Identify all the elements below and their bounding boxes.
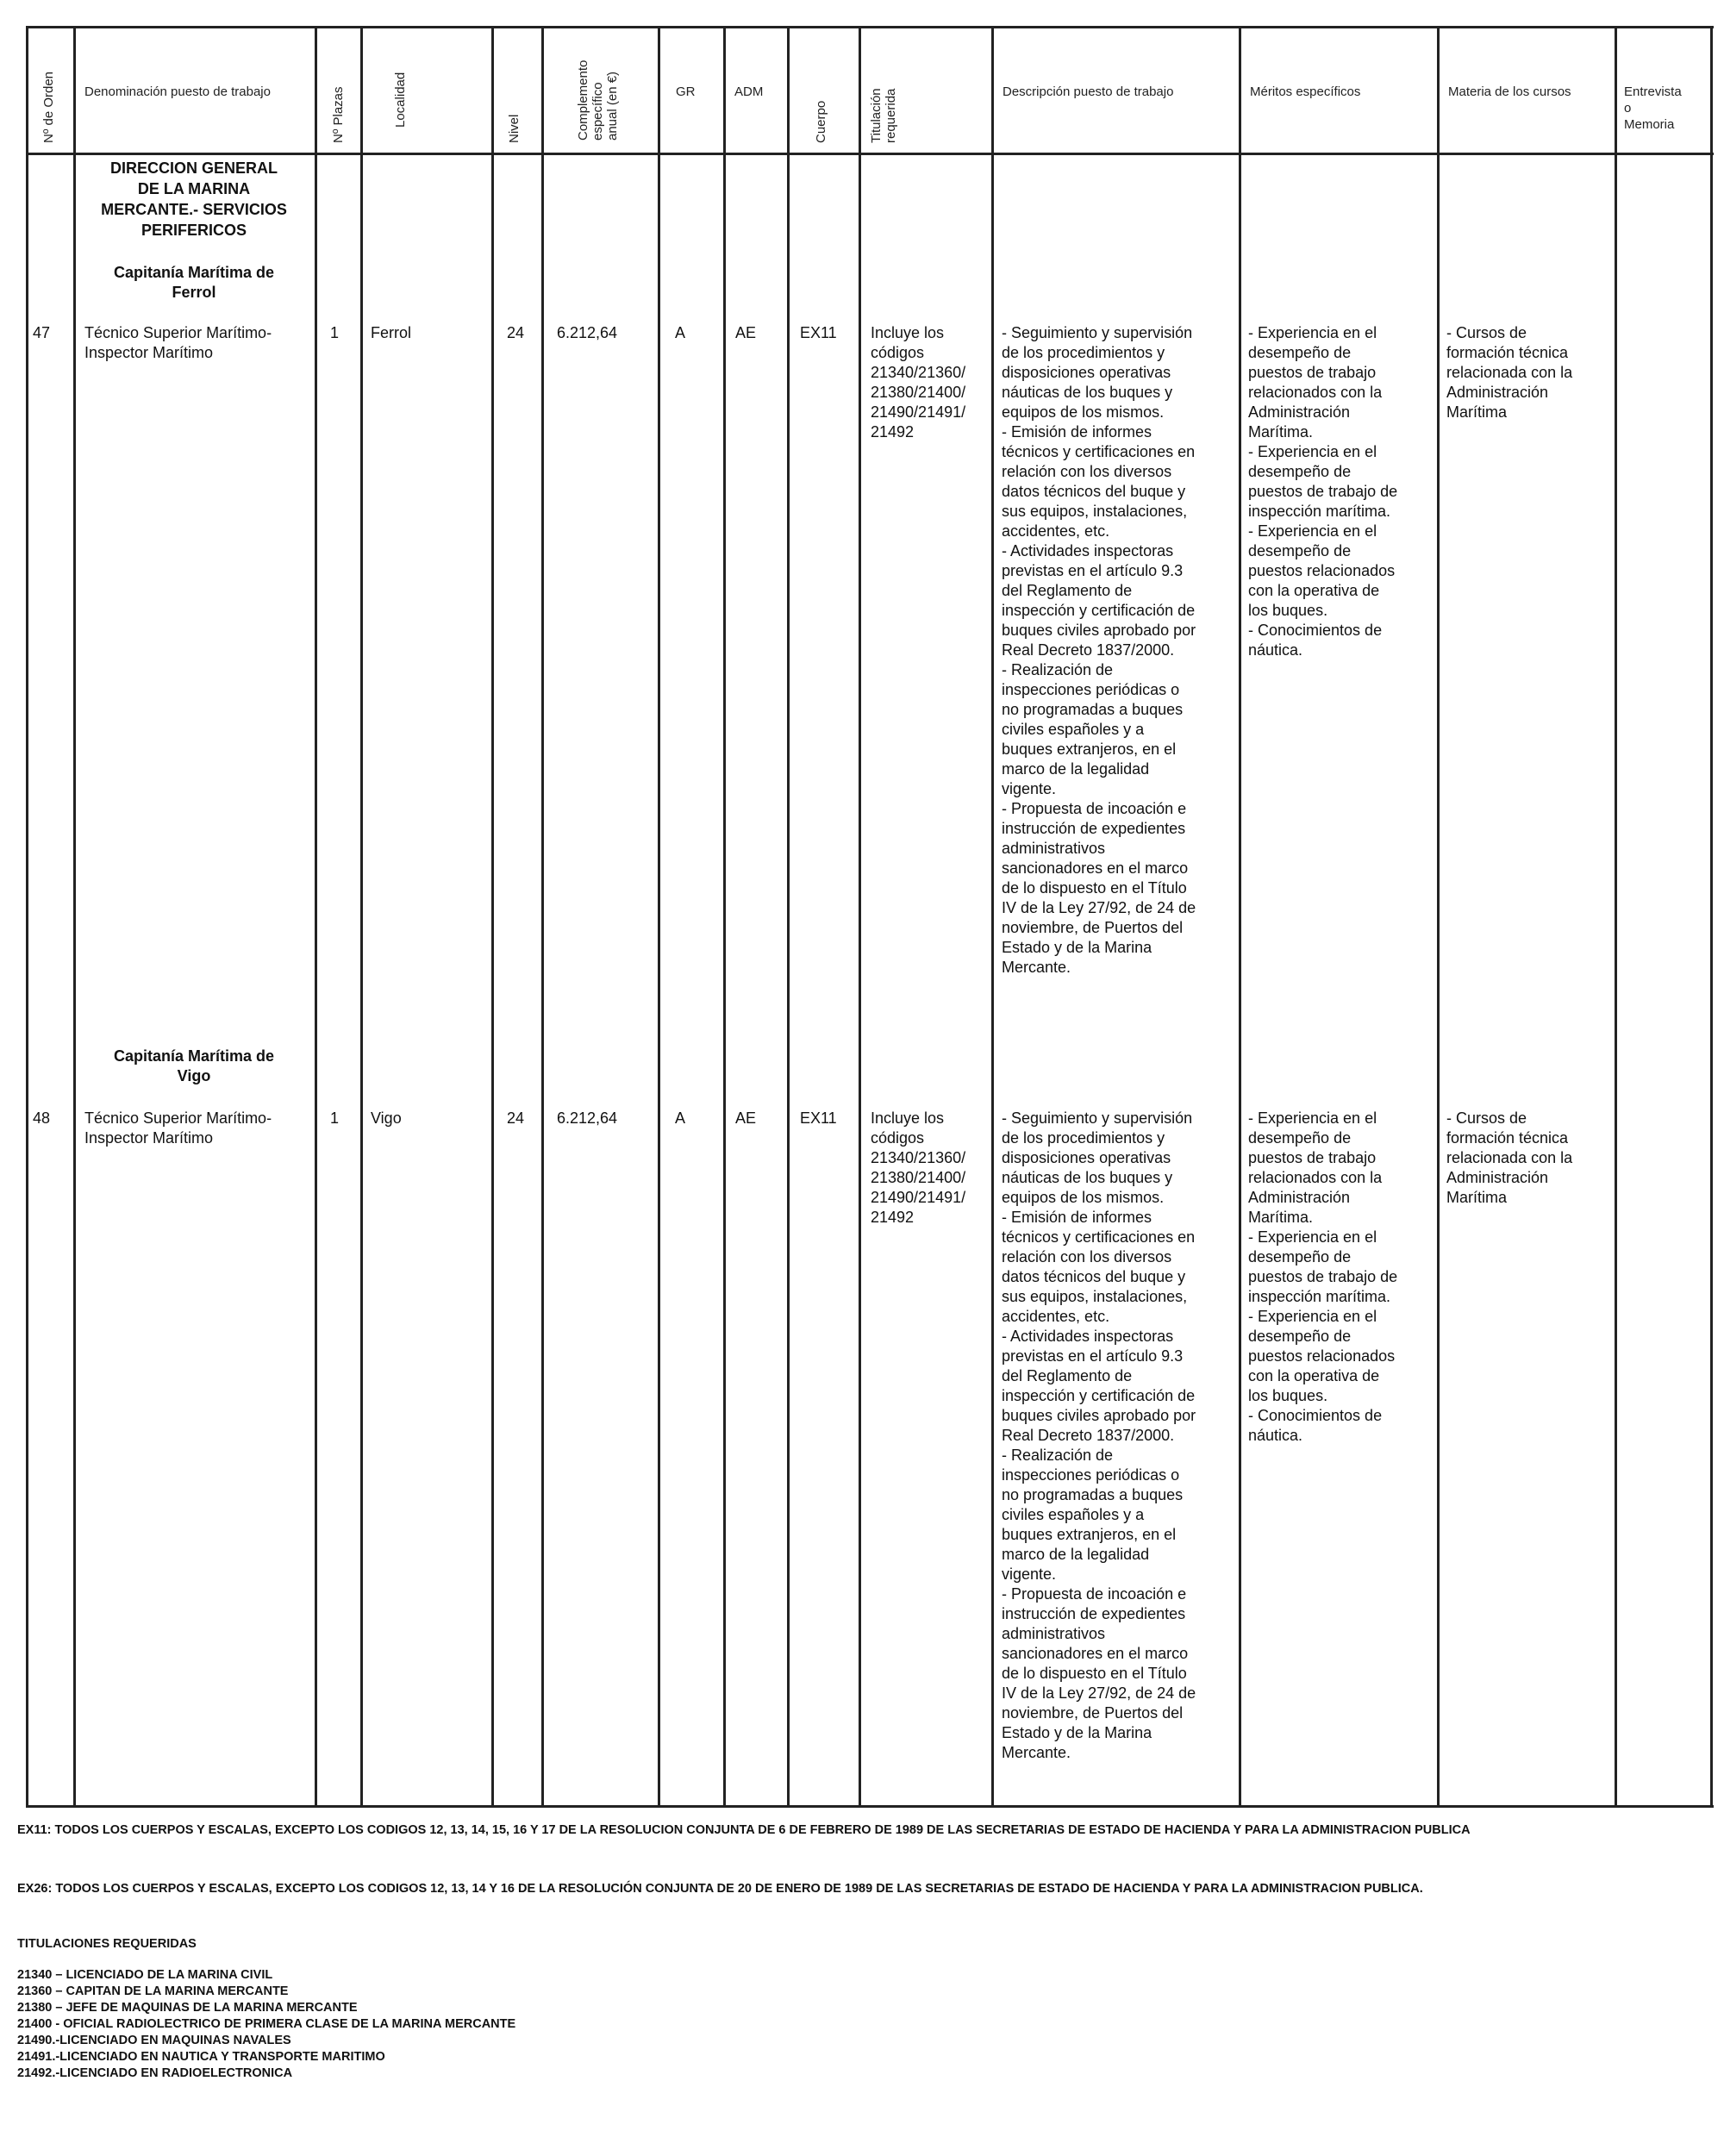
cell-titulacion: Incluye los códigos 21340/21360/ 21380/21400/ 21490/21491/ 21492: [871, 324, 966, 441]
cell-meritos: - Experiencia en el desempeño de puestos de trabajo relacionados con la Administración Marítima. - Experiencia en el desempeño de puestos de trabajo de inspección marítima. - Experiencia en el desempeño de puestos relacionados con la operativa de los buques. - Conocimientos de náutica.: [1248, 1109, 1398, 1444]
column-divider: [1710, 26, 1713, 1806]
header-localidad: Localidad: [393, 72, 408, 128]
cell-complemento: 6.212,64: [557, 324, 618, 341]
titulacion-code: 21340 – LICENCIADO DE LA MARINA CIVIL: [17, 1968, 273, 1982]
column-divider: [541, 26, 544, 1806]
header-complemento: Complemento específico anual (en €): [576, 59, 620, 141]
row-subheading: Capitanía Marítima de Vigo: [113, 1047, 275, 1084]
cell-localidad: Ferrol: [371, 324, 412, 341]
cell-plazas: 1: [330, 324, 340, 341]
cell-denominacion: Técnico Superior Marítimo- Inspector Marítimo: [84, 1109, 272, 1147]
column-divider: [658, 26, 660, 1806]
header-gr: GR: [676, 84, 696, 99]
cell-adm: AE: [735, 324, 757, 341]
column-divider: [360, 26, 363, 1806]
titulacion-code: 21400 - OFICIAL RADIOLECTRICO DE PRIMERA CLASE DE LA MARINA MERCANTE: [17, 2017, 516, 2031]
titulacion-code: 21360 – CAPITAN DE LA MARINA MERCANTE: [17, 1984, 289, 1998]
titulaciones-list: [17, 1967, 515, 2082]
header-descripcion: Descripción puesto de trabajo: [1003, 84, 1174, 99]
column-divider: [991, 26, 994, 1806]
column-divider: [787, 26, 790, 1806]
header-cursos: Materia de los cursos: [1448, 84, 1571, 99]
header-plazas: Nº Plazas: [331, 86, 346, 143]
titulaciones-title: TITULACIONES REQUERIDAS: [17, 1937, 197, 1951]
titulacion-code: 21380 – JEFE DE MAQUINAS DE LA MARINA MERCANTE: [17, 2001, 358, 2015]
row-subheading: Capitanía Marítima de Ferrol: [113, 264, 275, 301]
column-divider: [26, 26, 28, 1806]
cell-cuerpo: EX11: [800, 1109, 837, 1127]
cell-orden: 48: [33, 1109, 51, 1127]
section-title: DIRECCION GENERAL DE LA MARINA MERCANTE.- SERVICIOS PERIFERICOS: [101, 159, 287, 239]
cell-adm: AE: [735, 1109, 757, 1127]
header-entrevista: Entrevista o Memoria: [1624, 84, 1682, 132]
header-cuerpo: Cuerpo: [814, 100, 828, 143]
column-divider: [1239, 26, 1241, 1806]
cell-complemento: 6.212,64: [557, 1109, 618, 1127]
column-divider: [491, 26, 494, 1806]
column-divider: [1615, 26, 1617, 1806]
cell-orden: 47: [33, 324, 51, 341]
cell-descripcion: - Seguimiento y supervisión de los procedimientos y disposiciones operativas náuticas de los buques y equipos de los mismos. - Emisión de informes técnicos y certificaciones en relación con los diversos datos técnicos del buque y sus equipos, instalaciones, accidentes, etc. - Actividades inspectoras previstas en el artículo 9.3 del Reglamento de inspección y certificación de buques civiles aprobado por Real Decreto 1837/2000. - Realización de inspecciones periódicas o no programadas a buques civiles españoles y a buques extranjeros, en el marco de la legalidad vigente. - Propuesta de incoación e instrucción de expedientes administrativos sancionadores en el marco de lo dispuesto en el Título IV de la Ley 27/92, de 24 de noviembre, de Puertos del Estado y de la Marina Mercante.: [1002, 1109, 1196, 1761]
note-ex11: EX11: TODOS LOS CUERPOS Y ESCALAS, EXCEPTO LOS CODIGOS 12, 13, 14, 15, 16 Y 17 DE LA RESOLUCION CONJUNTA DE 6 DE FEBRERO DE 1989 DE LAS SECRETARIAS DE ESTADO DE HACIENDA Y PARA LA ADMINISTRACION PUBLICA: [17, 1823, 1471, 1837]
column-divider: [859, 26, 861, 1806]
table-top-border: [26, 26, 1714, 28]
cell-descripcion: - Seguimiento y supervisión de los procedimientos y disposiciones operativas náuticas de los buques y equipos de los mismos. - Emisión de informes técnicos y certificaciones en relación con los diversos datos técnicos del buque y sus equipos, instalaciones, accidentes, etc. - Actividades inspectoras previstas en el artículo 9.3 del Reglamento de inspección y certificación de buques civiles aprobado por Real Decreto 1837/2000. - Realización de inspecciones periódicas o no programadas a buques civiles españoles y a buques extranjeros, en el marco de la legalidad vigente. - Propuesta de incoación e instrucción de expedientes administrativos sancionadores en el marco de lo dispuesto en el Título IV de la Ley 27/92, de 24 de noviembre, de Puertos del Estado y de la Marina Mercante.: [1002, 324, 1196, 976]
column-divider: [1437, 26, 1440, 1806]
header-adm: ADM: [734, 84, 764, 99]
cell-gr: A: [675, 1109, 686, 1127]
header-titulacion: Titulación requerida: [869, 88, 898, 143]
cell-meritos: - Experiencia en el desempeño de puestos de trabajo relacionados con la Administración Marítima. - Experiencia en el desempeño de puestos de trabajo de inspección marítima. - Experiencia en el desempeño de puestos relacionados con la operativa de los buques. - Conocimientos de náutica.: [1248, 324, 1398, 659]
cell-nivel: 24: [507, 1109, 525, 1127]
titulacion-code: 21490.-LICENCIADO EN MAQUINAS NAVALES: [17, 2034, 291, 2047]
cell-gr: A: [675, 324, 686, 341]
titulacion-code: 21492.-LICENCIADO EN RADIOELECTRONICA: [17, 2066, 293, 2080]
cell-cursos: - Cursos de formación técnica relacionada con la Administración Marítima: [1446, 1109, 1573, 1206]
cell-nivel: 24: [507, 324, 525, 341]
header-orden: Nº de Orden: [41, 71, 56, 143]
note-ex26: EX26: TODOS LOS CUERPOS Y ESCALAS, EXCEPTO LOS CODIGOS 12, 13, 14 Y 16 DE LA RESOLUCIÓN CONJUNTA DE 20 DE ENERO DE 1989 DE LAS SECRETARIAS DE ESTADO DE HACIENDA Y PARA LA ADMINISTRACION PUBLICA.: [17, 1882, 1423, 1896]
cell-cursos: - Cursos de formación técnica relacionada con la Administración Marítima: [1446, 324, 1573, 421]
cell-titulacion: Incluye los códigos 21340/21360/ 21380/21400/ 21490/21491/ 21492: [871, 1109, 966, 1226]
cell-localidad: Vigo: [371, 1109, 402, 1127]
header-nivel: Nivel: [507, 114, 522, 143]
cell-denominacion: Técnico Superior Marítimo- Inspector Marítimo: [84, 324, 272, 361]
column-divider: [315, 26, 317, 1806]
cell-plazas: 1: [330, 1109, 340, 1127]
column-divider: [73, 26, 76, 1806]
header-denominacion: Denominación puesto de trabajo: [84, 84, 271, 99]
column-divider: [723, 26, 726, 1806]
table-bottom-border: [26, 1805, 1714, 1808]
cell-cuerpo: EX11: [800, 324, 837, 341]
titulacion-code: 21491.-LICENCIADO EN NAUTICA Y TRANSPORTE MARITIMO: [17, 2050, 385, 2064]
header-meritos: Méritos específicos: [1250, 84, 1361, 99]
header-bottom-border: [26, 153, 1714, 155]
